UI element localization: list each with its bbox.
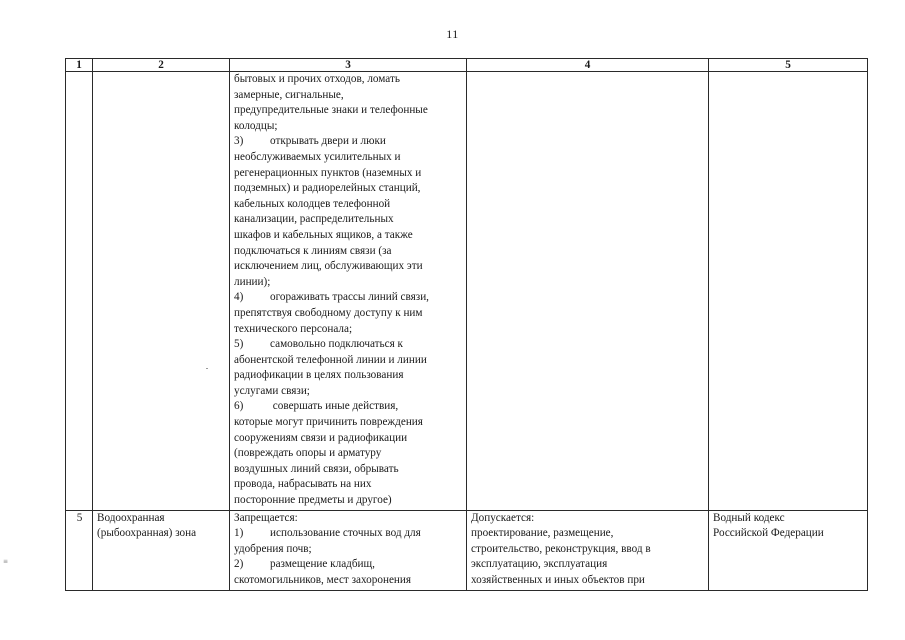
numbered-item-line: [234, 134, 463, 150]
text-line: бытовых и прочих отходов, ломать: [234, 73, 400, 85]
column-header-2: 2: [93, 59, 230, 72]
table-row: [66, 510, 868, 590]
text-line: Российской Федерации: [713, 527, 824, 540]
cell-legal-basis: [709, 510, 868, 590]
item-text: самовольно подключаться к: [270, 338, 403, 351]
column-header-3: 3: [230, 59, 467, 72]
numbered-item-line: [234, 557, 463, 573]
text-line: исключением лиц, обслуживающих эти: [234, 260, 423, 273]
text-line: канализации, распределительных: [234, 213, 394, 226]
text-line: воздушных линий связи, обрывать: [234, 462, 399, 475]
cell-zone-name: [93, 72, 230, 511]
text-line: провода, набрасывать на них: [234, 478, 372, 491]
item-text: открывать двери и люки: [270, 135, 386, 148]
text-line: скотомогильников, мест захоронения: [234, 574, 412, 586]
text-line: Допускается:: [471, 511, 535, 524]
text-line: колодцы;: [234, 119, 278, 132]
numbered-item-line: [234, 337, 463, 353]
cell-permissions: [467, 510, 709, 590]
column-header-1: 1: [66, 59, 93, 72]
text-line: сооружениям связи и радиофикации: [234, 431, 408, 444]
text-line: подземных) и радиорелейных станций,: [234, 182, 421, 195]
text-line: услугами связи;: [234, 384, 310, 397]
cell-number: 5: [66, 510, 93, 590]
numbered-item-line: [234, 290, 463, 306]
text-line: препятствуя свободному доступу к ним: [234, 306, 423, 319]
header-row: [66, 59, 868, 72]
item-text: размещение кладбищ,: [270, 558, 375, 571]
item-number: 5): [234, 338, 244, 351]
text-line: проектирование, размещение,: [471, 527, 614, 540]
cell-zone-name: [93, 510, 230, 590]
item-number: 2): [234, 558, 244, 571]
item-text: совершать иные действия,: [270, 400, 399, 413]
text-line: посторонние предметы и другое): [234, 494, 392, 507]
item-number: 1): [234, 527, 244, 540]
text-line: шкафов и кабельных ящиков, а также: [234, 228, 413, 241]
text-line: регенерационных пунктов (наземных и: [234, 166, 422, 179]
text-line: линии);: [234, 275, 271, 288]
numbered-item-line: [234, 399, 463, 415]
text-line: Запрещается:: [234, 511, 298, 524]
cell-permissions: [467, 72, 709, 511]
page-number: 11: [446, 27, 459, 41]
numbered-item-line: [234, 526, 463, 542]
regulations-table: [65, 58, 868, 591]
text-line: (повреждать опоры и арматуру: [234, 447, 382, 460]
text-line: необслуживаемых усилительных и: [234, 150, 401, 163]
item-text: использование сточных вод для: [270, 527, 421, 540]
text-line: хозяйственных и иных объектов при: [471, 574, 645, 586]
cell-restrictions: [230, 72, 467, 511]
column-header-5: 5: [709, 59, 868, 72]
item-text: огораживать трассы линий связи,: [270, 291, 429, 304]
text-line: радиофикации в целях пользования: [234, 369, 404, 382]
item-number: 6): [234, 400, 244, 413]
text-line: строительство, реконструкция, ввод в: [471, 542, 651, 555]
text-line: технического персонала;: [234, 322, 353, 335]
item-number: 4): [234, 291, 244, 304]
text-line: абонентской телефонной линии и линии: [234, 353, 427, 366]
cell-restrictions: [230, 510, 467, 590]
text-line: предупредительные знаки и телефонные: [234, 104, 428, 117]
cell-legal-basis: [709, 72, 868, 511]
text-line: которые могут причинить повреждения: [234, 416, 423, 429]
item-number: 3): [234, 135, 244, 148]
text-line: замерные, сигнальные,: [234, 88, 344, 101]
cell-number: [66, 72, 93, 511]
text-line: (рыбоохранная) зона: [97, 527, 197, 540]
text-line: Водоохранная: [97, 511, 165, 524]
text-line: удобрения почв;: [234, 542, 312, 555]
table-row: [66, 72, 868, 511]
text-line: Водный кодекс: [713, 511, 785, 524]
scan-speck: [206, 368, 208, 369]
scan-mark: ≡: [3, 558, 9, 565]
text-line: подключаться к линиям связи (за: [234, 244, 392, 257]
text-line: эксплуатацию, эксплуатация: [471, 558, 608, 571]
column-header-4: 4: [467, 59, 709, 72]
text-line: кабельных колодцев телефонной: [234, 197, 391, 210]
